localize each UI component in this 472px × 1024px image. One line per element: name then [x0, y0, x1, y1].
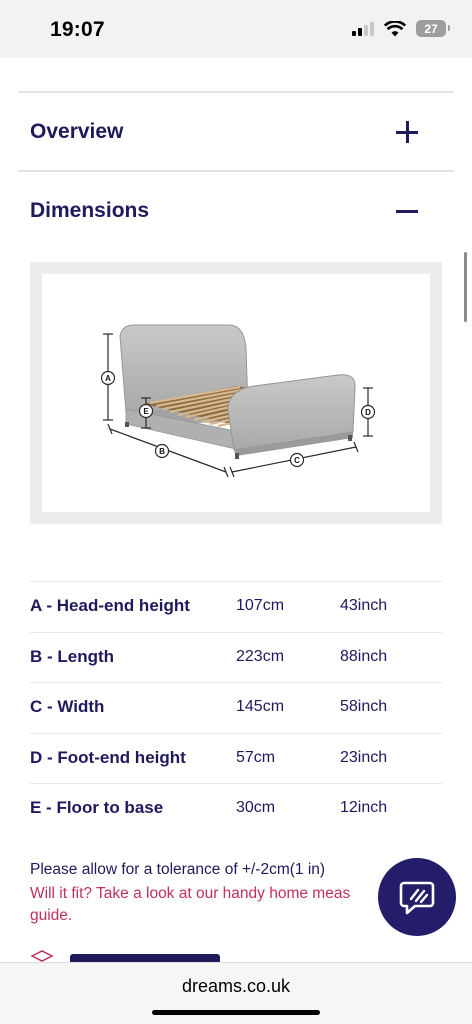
- browser-address-bar[interactable]: [0, 962, 472, 1024]
- label-d: D: [365, 408, 371, 417]
- battery-icon: 27: [416, 20, 446, 37]
- dimension-cm: 30cm: [236, 799, 276, 816]
- label-e: E: [143, 407, 149, 416]
- table-row: [30, 682, 442, 732]
- dimension-label: D - Foot-end height: [30, 748, 186, 767]
- divider: [18, 170, 454, 172]
- chat-button[interactable]: [378, 858, 456, 936]
- dimension-inch: 12inch: [340, 799, 388, 816]
- chat-icon: [396, 876, 438, 918]
- home-measure-guide-link[interactable]: Will it fit? Take a look at our handy home meas guide.: [30, 885, 351, 924]
- dimension-inch: 88inch: [340, 648, 388, 665]
- expand-plus-icon[interactable]: [396, 121, 418, 143]
- next-section-peek: [30, 948, 450, 962]
- dimension-label: A - Head-end height: [30, 596, 190, 615]
- heading-fragment: [70, 954, 220, 962]
- divider: [18, 91, 454, 93]
- dimension-inch: 43inch: [340, 597, 388, 614]
- label-a: A: [105, 374, 111, 383]
- dimension-label: B - Length: [30, 647, 115, 666]
- table-row: [30, 783, 442, 833]
- collapse-minus-icon[interactable]: [396, 200, 418, 222]
- label-b: B: [159, 447, 165, 456]
- table-row: [30, 581, 442, 631]
- status-time: 19:07: [50, 18, 105, 41]
- dimension-inch: 23inch: [340, 749, 388, 766]
- tolerance-note: Please allow for a tolerance of +/-2cm(1 in): [30, 861, 326, 878]
- dimensions-heading[interactable]: Dimensions: [30, 199, 150, 222]
- home-indicator: [152, 1010, 320, 1015]
- dimension-inch: 58inch: [340, 698, 388, 715]
- overview-heading[interactable]: Overview: [30, 120, 124, 143]
- dimension-label: E - Floor to base: [30, 798, 164, 817]
- dimension-cm: 223cm: [236, 648, 285, 665]
- table-row: [30, 632, 442, 682]
- wifi-icon: [384, 21, 406, 37]
- label-c: C: [294, 456, 300, 465]
- dimension-label: C - Width: [30, 697, 105, 716]
- dimension-cm: 145cm: [236, 698, 285, 715]
- table-row: [30, 733, 442, 783]
- url-text[interactable]: dreams.co.uk: [181, 976, 291, 996]
- dimension-cm: 107cm: [236, 597, 285, 614]
- box-icon: [30, 950, 54, 962]
- scroll-indicator: [464, 252, 467, 322]
- cellular-signal-icon: [352, 22, 374, 36]
- status-icons: [352, 20, 446, 37]
- bed-dimensions-diagram: [42, 274, 430, 512]
- status-bar: [0, 0, 472, 58]
- bed-illustration: [42, 274, 430, 512]
- dimension-cm: 57cm: [236, 749, 276, 766]
- dimensions-image-frame: [30, 262, 442, 524]
